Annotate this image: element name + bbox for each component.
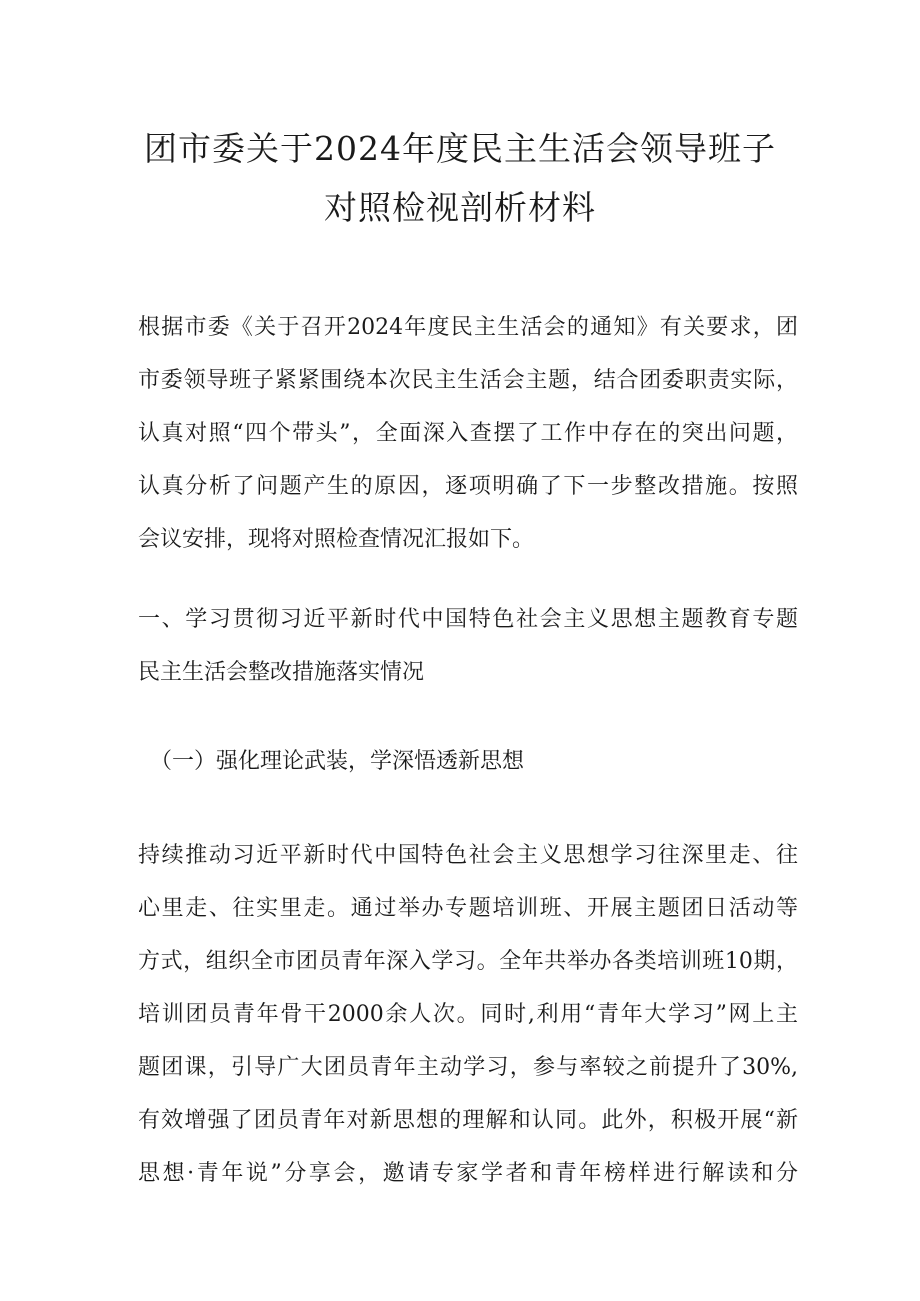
document-title-line-1: 团市委关于2024年度民主生活会领导班子 [144,129,776,168]
paragraph-line: 题团课，引导广大团员青年主动学习，参与率较之前提升了30%, [138,1055,798,1080]
paragraph-line: 持续推动习近平新时代中国特色社会主义思想学习往深里走、往 [138,843,798,868]
intro-line: 认真分析了问题产生的原因，逐项明确了下一步整改措施。按照 [138,474,798,499]
document-title-line-2: 对照检视剖析材料 [324,188,596,227]
subsection-1-heading: （一）强化理论武装，学深悟透新思想 [150,749,525,774]
intro-line: 认真对照“四个带头”，全面深入查摆了工作中存在的突出问题， [138,421,798,446]
intro-line: 市委领导班子紧紧围绕本次民主生活会主题，结合团委职责实际， [138,368,798,393]
paragraph-line: 有效增强了团员青年对新思想的理解和认同。此外，积极开展“新 [138,1108,798,1133]
subsection-1-paragraph [138,829,798,1200]
paragraph-line: 方式，组织全市团员青年深入学习。全年共举办各类培训班10期， [138,949,798,974]
paragraph-line: 思想·青年说”分享会，邀请专家学者和青年榜样进行解读和分 [138,1161,798,1186]
section-1-heading [138,593,798,699]
paragraph-line: 心里走、往实里走。通过举办专题培训班、开展主题团日活动等 [138,896,798,921]
intro-line: 根据市委《关于召开2024年度民主生活会的通知》有关要求，团 [138,315,798,340]
intro-line: 会议安排，现将对照检查情况汇报如下。 [138,527,535,552]
section-heading-line: 民主生活会整改措施落实情况 [138,660,425,685]
paragraph-line: 培训团员青年骨干2000余人次。同时,利用“青年大学习”网上主 [138,1002,798,1027]
section-heading-line: 一、学习贯彻习近平新时代中国特色社会主义思想主题教育专题 [138,607,798,632]
intro-paragraph [138,301,798,566]
